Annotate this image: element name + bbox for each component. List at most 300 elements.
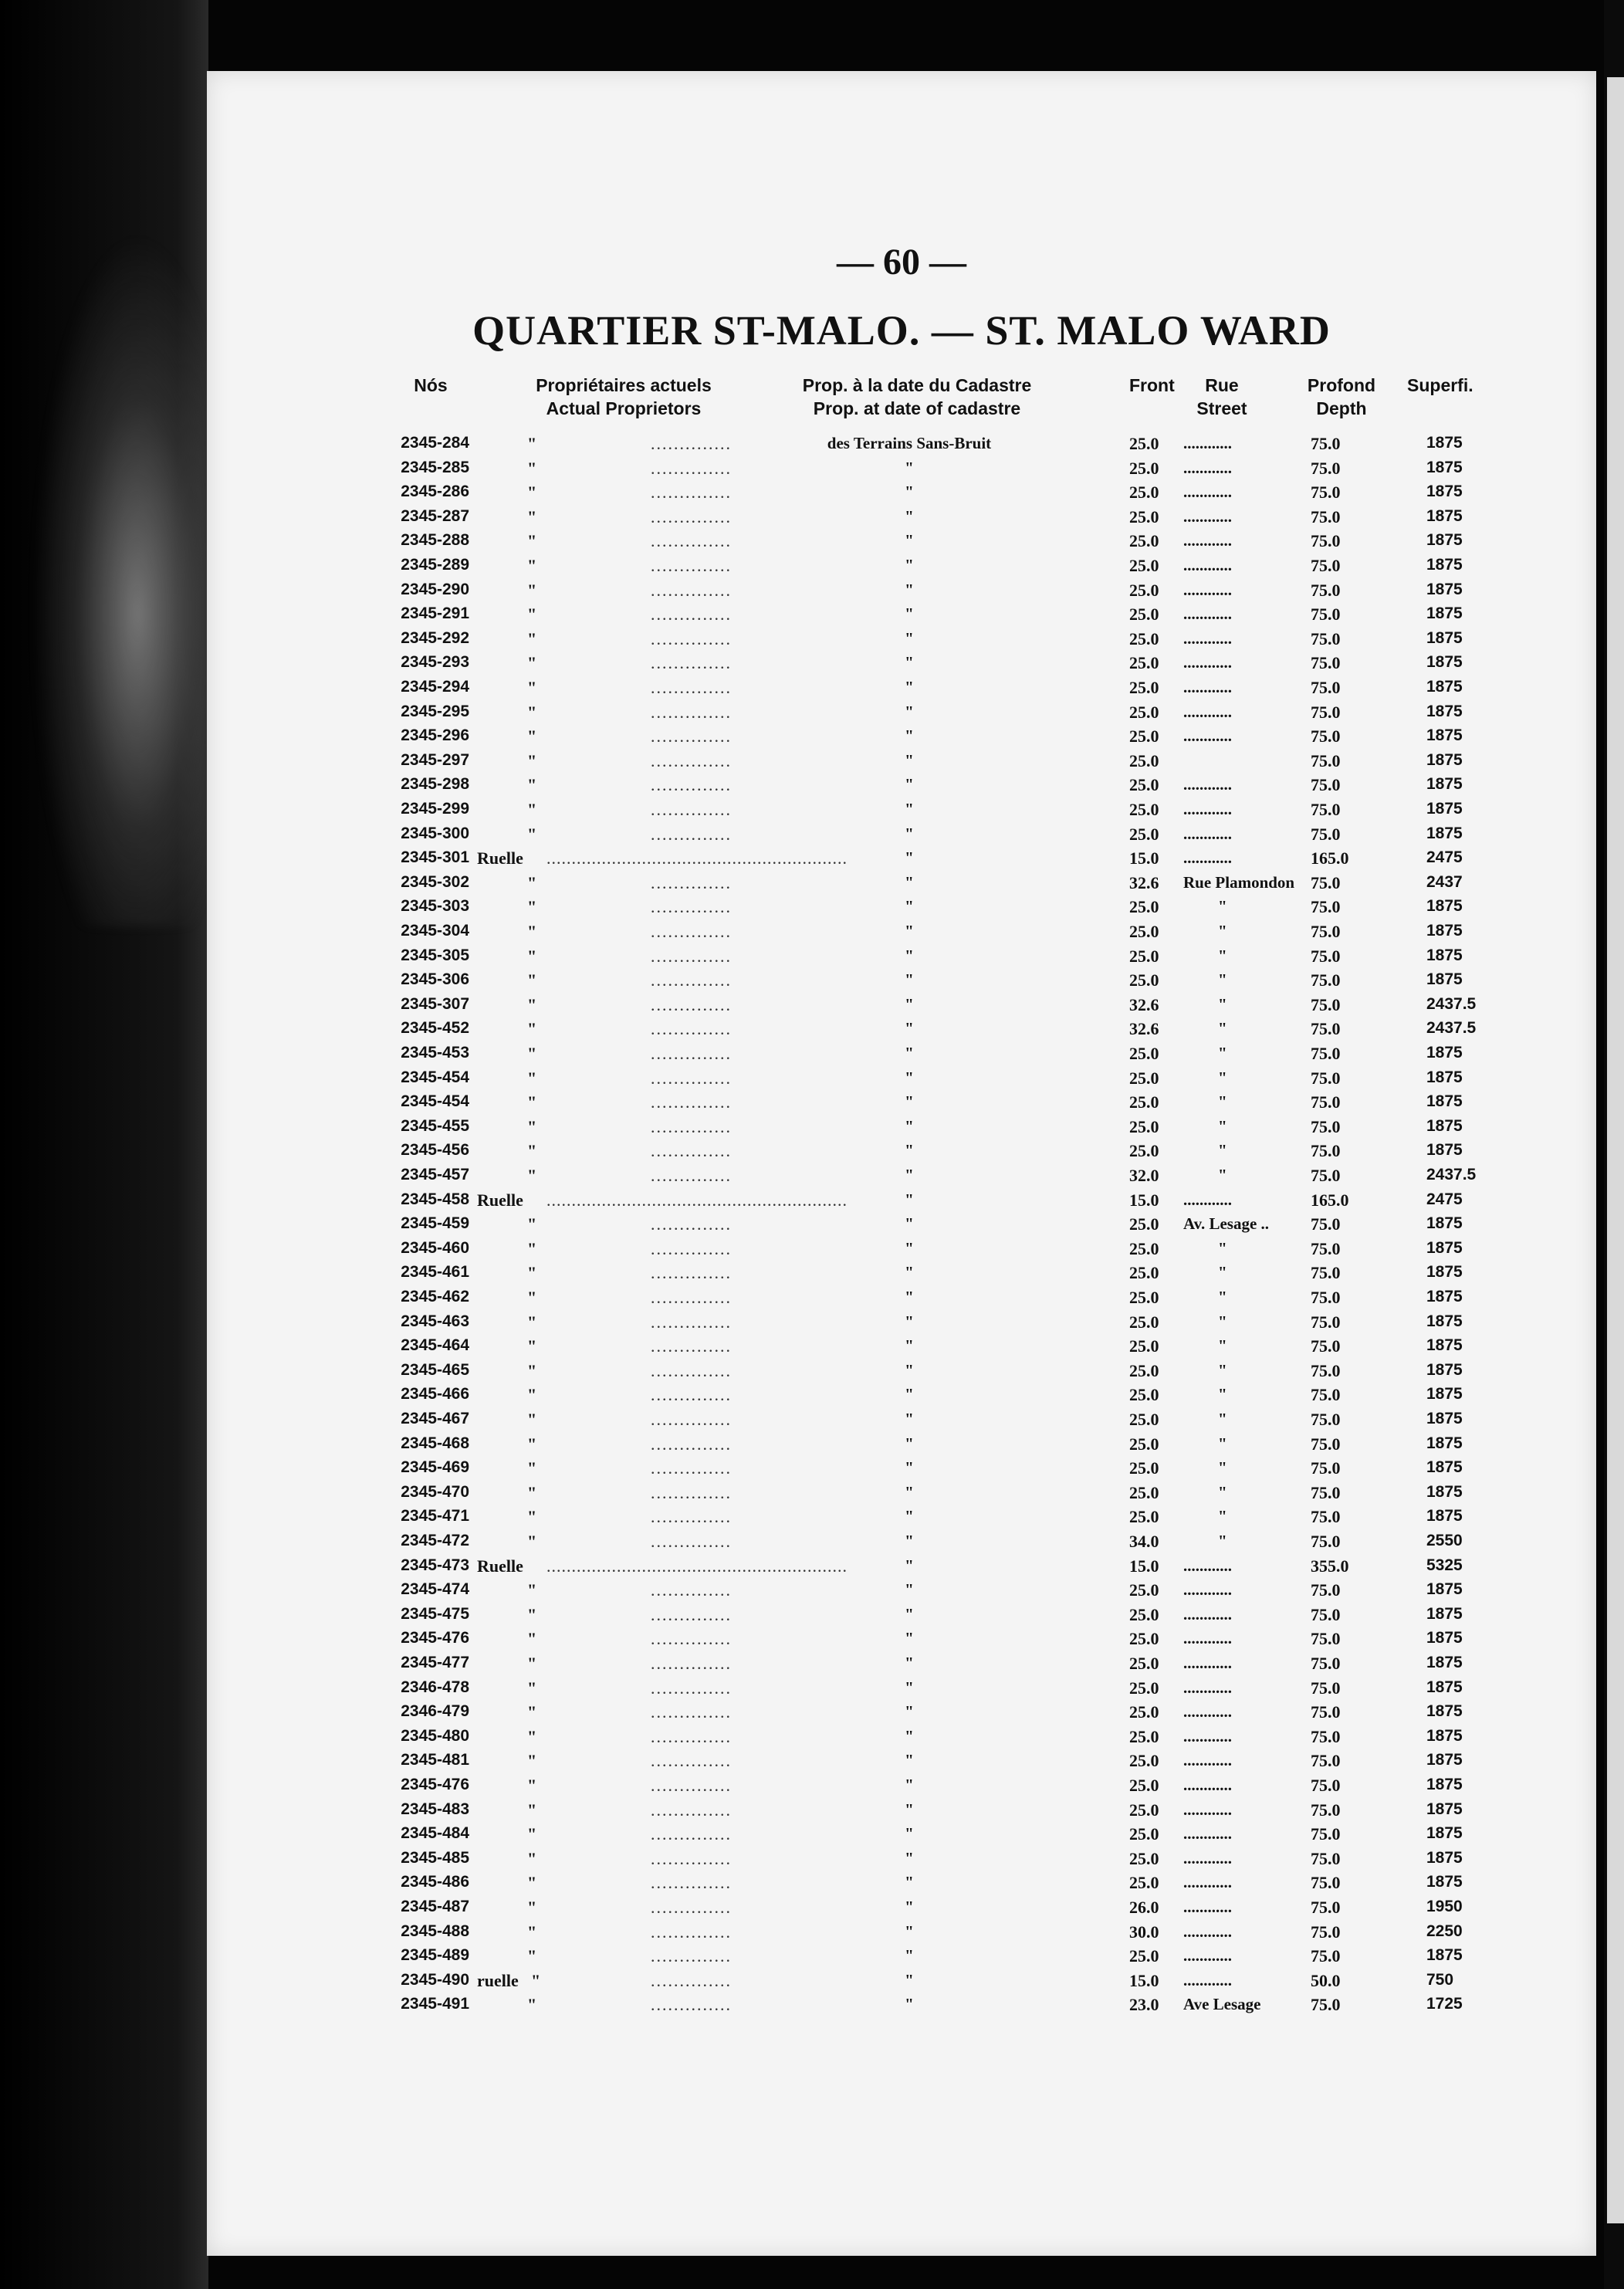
prop-at-cadastre: " — [905, 872, 914, 892]
area-value: 1875 — [1426, 1800, 1463, 1818]
lot-number: 2345-465 — [401, 1360, 469, 1379]
area-value: 1875 — [1426, 946, 1463, 964]
street-value: " — [1218, 1336, 1227, 1356]
table-row — [207, 1629, 1596, 1653]
area-value: 1875 — [1426, 1654, 1463, 1671]
table-row — [207, 1141, 1596, 1165]
dot-leader: .............. — [651, 1263, 732, 1283]
owner-ditto: " — [527, 1410, 537, 1429]
lot-number: 2345-473 — [401, 1556, 469, 1574]
table-row — [207, 1288, 1596, 1312]
depth-value: 75.0 — [1311, 946, 1341, 966]
street-value: ............ — [1183, 1726, 1232, 1746]
table-row — [207, 653, 1596, 677]
prop-at-cadastre: " — [905, 946, 914, 965]
lot-number: 2345-292 — [401, 628, 469, 647]
area-value: 1875 — [1426, 1263, 1463, 1282]
area-value: 1875 — [1426, 750, 1463, 769]
front-value: 25.0 — [1129, 1288, 1159, 1307]
owner-ditto: " — [527, 1604, 537, 1624]
lot-number: 2346-479 — [401, 1702, 469, 1721]
street-value: ............ — [1183, 1922, 1232, 1941]
header-prop-fr: Prop. à la date du Cadastre — [802, 375, 1032, 395]
depth-value: 75.0 — [1311, 1848, 1341, 1868]
table-row — [207, 897, 1596, 921]
lot-note: Ruelle — [477, 848, 523, 869]
dot-leader: .............. — [651, 1995, 732, 2015]
street-value: ............ — [1183, 678, 1232, 696]
table-row — [207, 1483, 1596, 1507]
depth-value: 75.0 — [1311, 1458, 1341, 1478]
front-value: 25.0 — [1129, 1604, 1159, 1624]
depth-value: 75.0 — [1311, 702, 1341, 722]
street-value: ............ — [1183, 1702, 1232, 1722]
front-value: 25.0 — [1129, 1751, 1159, 1771]
area-value: 2437.5 — [1426, 1019, 1477, 1038]
area-value: 1875 — [1426, 1410, 1463, 1427]
table-row — [207, 1117, 1596, 1141]
street-value: ............ — [1183, 1776, 1232, 1794]
area-value: 1875 — [1426, 678, 1463, 696]
depth-value: 75.0 — [1311, 1946, 1341, 1966]
dot-leader: .............. — [651, 970, 732, 990]
dot-leader: .............. — [651, 1336, 732, 1356]
lot-note: Ruelle — [477, 1190, 523, 1210]
table-row — [207, 1727, 1596, 1751]
front-value: 25.0 — [1129, 1385, 1159, 1405]
depth-value: 75.0 — [1311, 1044, 1341, 1063]
header-front: Front — [1129, 375, 1175, 395]
table-row — [207, 604, 1596, 628]
owner-ditto: " — [527, 1288, 537, 1307]
lot-number: 2345-458 — [401, 1190, 469, 1208]
area-value: 1875 — [1426, 922, 1463, 940]
dot-leader: .............. — [651, 750, 732, 770]
street-value: " — [1218, 1312, 1227, 1331]
table-row — [207, 507, 1596, 531]
front-value: 25.0 — [1129, 1092, 1159, 1112]
owner-ditto: " — [527, 1654, 537, 1673]
area-value: 1875 — [1426, 1385, 1463, 1404]
owner-ditto: " — [527, 1873, 537, 1893]
dot-leader: .............. — [651, 580, 732, 600]
depth-value: 75.0 — [1311, 1604, 1341, 1624]
page-title: QUARTIER ST-MALO. — ST. MALO WARD — [472, 307, 1331, 354]
front-value: 15.0 — [1129, 848, 1159, 869]
street-value: ............ — [1183, 1824, 1232, 1844]
prop-at-cadastre: " — [905, 1970, 914, 1989]
owner-ditto: " — [527, 653, 537, 673]
area-value: 1875 — [1426, 970, 1463, 989]
table-row — [207, 775, 1596, 799]
front-value: 25.0 — [1129, 556, 1159, 575]
depth-value: 75.0 — [1311, 800, 1341, 819]
depth-value: 75.0 — [1311, 1019, 1341, 1039]
owner-ditto: " — [527, 506, 537, 527]
prop-at-cadastre: " — [905, 1019, 914, 1038]
dot-leader: .............. — [651, 800, 732, 819]
area-value: 1875 — [1426, 1751, 1463, 1769]
prop-at-cadastre: " — [905, 1116, 914, 1136]
street-value: " — [1218, 1507, 1227, 1526]
area-value: 1875 — [1426, 800, 1463, 818]
area-value: 2250 — [1426, 1922, 1463, 1940]
dot-leader: .............. — [651, 1678, 732, 1698]
table-row — [207, 629, 1596, 653]
prop-at-cadastre: " — [905, 1507, 914, 1526]
owner-ditto: " — [527, 1678, 537, 1698]
area-value: 2437.5 — [1426, 994, 1477, 1013]
street-value: " — [1218, 1116, 1227, 1136]
front-value: 25.0 — [1129, 775, 1159, 795]
front-value: 25.0 — [1129, 1946, 1159, 1966]
front-value: 25.0 — [1129, 1629, 1159, 1649]
owner-ditto: " — [527, 1166, 537, 1185]
table-row — [207, 1849, 1596, 1873]
area-value: 1875 — [1426, 1946, 1463, 1965]
dot-leader: .............. — [651, 628, 732, 648]
dot-leader: .............. — [651, 702, 732, 722]
lot-number: 2345-470 — [401, 1482, 469, 1501]
owner-ditto: " — [527, 531, 537, 551]
area-value: 2475 — [1426, 1190, 1463, 1208]
depth-value: 75.0 — [1311, 1702, 1341, 1722]
depth-value: 75.0 — [1311, 872, 1341, 892]
street-value: " — [1218, 1288, 1227, 1306]
street-value: ............ — [1183, 1946, 1232, 1966]
table-row — [207, 1800, 1596, 1824]
prop-at-cadastre: " — [905, 678, 914, 696]
table-row — [207, 800, 1596, 824]
next-page-edge — [1607, 77, 1624, 2223]
prop-at-cadastre: " — [905, 1922, 914, 1941]
dot-leader: .............. — [651, 1360, 732, 1380]
lot-number: 2345-460 — [401, 1238, 469, 1257]
table-row — [207, 848, 1596, 872]
prop-at-cadastre: " — [905, 556, 914, 574]
scan-damage-smudge — [31, 232, 208, 926]
lot-number: 2345-288 — [401, 531, 469, 550]
front-value: 25.0 — [1129, 1776, 1159, 1795]
area-value: 2437 — [1426, 872, 1463, 891]
front-value: 25.0 — [1129, 1336, 1159, 1356]
front-value: 25.0 — [1129, 678, 1159, 697]
table-row — [207, 1361, 1596, 1385]
owner-ditto: " — [527, 1922, 537, 1942]
depth-value: 75.0 — [1311, 458, 1341, 478]
area-value: 5325 — [1426, 1556, 1463, 1574]
dot-leader: .............. — [651, 1410, 732, 1429]
dot-leader: .............. — [651, 483, 732, 503]
area-value: 750 — [1426, 1970, 1454, 1989]
depth-value: 75.0 — [1311, 1238, 1341, 1258]
depth-value: 75.0 — [1311, 580, 1341, 600]
lot-number: 2345-290 — [401, 580, 469, 598]
depth-value: 75.0 — [1311, 750, 1341, 770]
front-value: 25.0 — [1129, 1141, 1159, 1161]
header-owners-en: Actual Proprietors — [546, 398, 702, 418]
prop-at-cadastre: " — [905, 1824, 914, 1844]
prop-at-cadastre: " — [905, 1434, 914, 1453]
owner-ditto: " — [527, 556, 537, 575]
owner-ditto: " — [527, 1312, 537, 1332]
prop-at-cadastre: " — [905, 1385, 914, 1404]
depth-value: 75.0 — [1311, 434, 1341, 453]
front-value: 25.0 — [1129, 1238, 1159, 1258]
prop-at-cadastre: " — [905, 628, 914, 648]
street-value: ............ — [1183, 1604, 1232, 1624]
owner-ditto: " — [527, 1141, 537, 1161]
dot-leader: .............. — [651, 1776, 732, 1795]
lot-number: 2345-296 — [401, 726, 469, 745]
depth-value: 75.0 — [1311, 1580, 1341, 1600]
street-value: " — [1218, 1532, 1227, 1550]
dot-leader: .............. — [651, 1068, 732, 1088]
front-value: 25.0 — [1129, 1214, 1159, 1234]
depth-value: 75.0 — [1311, 824, 1341, 844]
header-depth-fr: Profond — [1307, 375, 1376, 395]
owner-ditto: " — [527, 1629, 537, 1649]
lot-number: 2345-476 — [401, 1629, 469, 1647]
street-value: Av. Lesage .. — [1183, 1214, 1270, 1234]
dot-leader: .............. — [651, 897, 732, 917]
front-value: 25.0 — [1129, 750, 1159, 770]
owner-ditto: " — [527, 1751, 537, 1771]
depth-value: 75.0 — [1311, 653, 1341, 673]
owner-ditto: " — [527, 483, 537, 503]
lot-number: 2345-300 — [401, 824, 469, 842]
table-row — [207, 1556, 1596, 1580]
front-value: 25.0 — [1129, 1410, 1159, 1429]
front-value: 25.0 — [1129, 580, 1159, 600]
dot-leader: .............. — [651, 946, 732, 966]
table-row — [207, 1092, 1596, 1116]
owner-ditto: " — [527, 678, 537, 697]
prop-at-cadastre: " — [905, 1946, 914, 1966]
front-value: 25.0 — [1129, 922, 1159, 941]
lot-number: 2345-475 — [401, 1604, 469, 1623]
depth-value: 75.0 — [1311, 1507, 1341, 1527]
front-value: 15.0 — [1129, 1190, 1159, 1210]
depth-value: 75.0 — [1311, 483, 1341, 503]
owner-ditto: " — [527, 922, 537, 941]
table-row — [207, 1336, 1596, 1360]
lot-number: 2345-464 — [401, 1336, 469, 1355]
dot-leader: .............. — [651, 1946, 732, 1966]
area-value: 1875 — [1426, 1507, 1463, 1525]
dot-leader: .............. — [651, 1848, 732, 1868]
dot-leader: .............. — [651, 1288, 732, 1307]
lot-number: 2345-469 — [401, 1458, 469, 1477]
street-value: ............ — [1183, 1751, 1232, 1770]
prop-at-cadastre: " — [905, 1702, 914, 1722]
area-value: 1875 — [1426, 1068, 1463, 1086]
area-value: 1875 — [1426, 1873, 1463, 1891]
lot-number: 2345-307 — [401, 994, 469, 1013]
front-value: 25.0 — [1129, 483, 1159, 503]
lot-number: 2345-487 — [401, 1898, 469, 1915]
dot-leader: .............. — [651, 1116, 732, 1136]
depth-value: 75.0 — [1311, 1751, 1341, 1771]
header-street-fr: Rue — [1205, 375, 1239, 395]
lot-number: 2345-484 — [401, 1824, 469, 1843]
table-row — [207, 1824, 1596, 1848]
owner-ditto: " — [527, 1068, 537, 1088]
front-value: 32.6 — [1129, 872, 1159, 892]
dot-leader: .............. — [651, 604, 732, 625]
owner-ditto: " — [527, 1336, 537, 1356]
street-value: " — [1218, 1410, 1227, 1428]
lot-number: 2345-453 — [401, 1044, 469, 1062]
front-value: 25.0 — [1129, 800, 1159, 819]
dot-leader: .............. — [651, 1898, 732, 1917]
lot-number: 2345-477 — [401, 1654, 469, 1671]
lot-number: 2345-286 — [401, 483, 469, 501]
prop-at-cadastre: " — [905, 897, 914, 916]
front-value: 25.0 — [1129, 1848, 1159, 1868]
street-value: " — [1218, 994, 1227, 1014]
prop-at-cadastre: " — [905, 1410, 914, 1428]
lot-number: 2345-481 — [401, 1751, 469, 1769]
prop-at-cadastre: " — [905, 1556, 914, 1575]
lot-number: 2345-466 — [401, 1385, 469, 1404]
front-value: 25.0 — [1129, 628, 1159, 648]
lot-number: 2345-489 — [401, 1946, 469, 1965]
lot-number: 2345-305 — [401, 946, 469, 964]
dot-leader: .............. — [651, 1434, 732, 1454]
prop-at-cadastre: " — [905, 1654, 914, 1672]
dot-leader: .............. — [651, 1019, 732, 1039]
area-value: 1875 — [1426, 1336, 1463, 1355]
lot-number: 2345-298 — [401, 775, 469, 794]
depth-value: 75.0 — [1311, 897, 1341, 917]
header-prop-en: Prop. at date of cadastre — [813, 398, 1021, 418]
dot-leader: .............. — [651, 1166, 732, 1185]
area-value: 1875 — [1426, 1214, 1463, 1233]
depth-value: 75.0 — [1311, 1800, 1341, 1820]
owner-ditto: " — [527, 800, 537, 819]
lot-number: 2345-297 — [401, 750, 469, 769]
dot-leader: .............. — [651, 922, 732, 941]
front-value: 15.0 — [1129, 1556, 1159, 1576]
area-value: 1875 — [1426, 1238, 1463, 1257]
owner-ditto: " — [527, 1532, 537, 1551]
table-row — [207, 1678, 1596, 1702]
lot-number: 2345-486 — [401, 1873, 469, 1891]
table-row — [207, 556, 1596, 580]
area-value: 1875 — [1426, 653, 1463, 672]
street-value: " — [1218, 1044, 1227, 1062]
prop-at-cadastre: " — [905, 1141, 914, 1160]
front-value: 25.0 — [1129, 434, 1159, 453]
depth-value: 75.0 — [1311, 775, 1341, 795]
area-value: 1875 — [1426, 1116, 1463, 1135]
area-value: 1875 — [1426, 580, 1463, 598]
lot-number: 2345-285 — [401, 458, 469, 476]
dot-leader: .............. — [651, 434, 732, 453]
street-value: Rue Plamondon — [1183, 872, 1295, 892]
lot-number: 2345-291 — [401, 604, 469, 623]
area-value: 1875 — [1426, 1044, 1463, 1062]
table-row — [207, 1410, 1596, 1434]
depth-value: 75.0 — [1311, 506, 1341, 527]
table-row — [207, 1751, 1596, 1775]
lot-number: 2345-488 — [401, 1922, 469, 1940]
street-value: ............ — [1183, 434, 1232, 452]
prop-at-cadastre: " — [905, 1800, 914, 1819]
street-value: ............ — [1183, 1629, 1232, 1648]
dot-leader: .............. — [651, 1654, 732, 1673]
table-row — [207, 703, 1596, 726]
area-value: 1725 — [1426, 1995, 1463, 2013]
area-value: 1875 — [1426, 1360, 1463, 1379]
area-value: 1875 — [1426, 1482, 1463, 1501]
prop-at-cadastre: " — [905, 1776, 914, 1794]
front-value: 32.6 — [1129, 1019, 1159, 1039]
area-value: 1950 — [1426, 1898, 1463, 1915]
owner-ditto: " — [527, 628, 537, 648]
dot-leader: .............. — [651, 1044, 732, 1063]
area-value: 1875 — [1426, 824, 1463, 842]
table-row — [207, 1946, 1596, 1970]
table-row — [207, 1995, 1596, 2019]
lot-number: 2345-301 — [401, 848, 469, 867]
street-value: ............ — [1183, 702, 1232, 721]
document-page — [207, 71, 1596, 2256]
lot-number: 2345-294 — [401, 678, 469, 696]
area-value: 1875 — [1426, 483, 1463, 501]
front-value: 25.0 — [1129, 1702, 1159, 1722]
table-row — [207, 1507, 1596, 1531]
owner-ditto: " — [527, 702, 537, 722]
front-value: 15.0 — [1129, 1970, 1159, 1990]
depth-value: 75.0 — [1311, 1410, 1341, 1429]
depth-value: 75.0 — [1311, 1995, 1341, 2015]
prop-at-cadastre: " — [905, 458, 914, 477]
lot-number: 2345-455 — [401, 1116, 469, 1135]
street-value: ............ — [1183, 1873, 1232, 1892]
table-row — [207, 751, 1596, 775]
area-value: 1875 — [1426, 1288, 1463, 1305]
street-value: Ave Lesage — [1183, 1995, 1261, 2014]
dot-leader: .............. — [651, 1629, 732, 1649]
front-value: 25.0 — [1129, 1507, 1159, 1527]
dot-leader: .............. — [651, 1385, 732, 1405]
owner-ditto: " — [527, 1458, 537, 1478]
lot-note: Ruelle — [477, 1556, 523, 1576]
lot-note: ruelle — [477, 1970, 519, 1990]
front-value: 25.0 — [1129, 970, 1159, 990]
table-row — [207, 1971, 1596, 1995]
street-value: ............ — [1183, 556, 1232, 574]
lot-number: 2345-456 — [401, 1141, 469, 1160]
front-value: 25.0 — [1129, 824, 1159, 844]
prop-at-cadastre: " — [905, 1898, 914, 1916]
lot-number: 2345-461 — [401, 1263, 469, 1282]
depth-value: 75.0 — [1311, 994, 1341, 1014]
table-row — [207, 1166, 1596, 1190]
owner-ditto: " — [527, 1995, 537, 2015]
depth-value: 75.0 — [1311, 1312, 1341, 1332]
area-value: 1875 — [1426, 1312, 1463, 1330]
street-value: ............ — [1183, 653, 1232, 672]
street-value: ............ — [1183, 1580, 1232, 1600]
depth-value: 75.0 — [1311, 1776, 1341, 1795]
owner-ditto: " — [527, 1946, 537, 1966]
street-value: " — [1218, 1166, 1227, 1184]
dot-leader: .............. — [651, 1141, 732, 1161]
lot-number: 2345-293 — [401, 653, 469, 672]
